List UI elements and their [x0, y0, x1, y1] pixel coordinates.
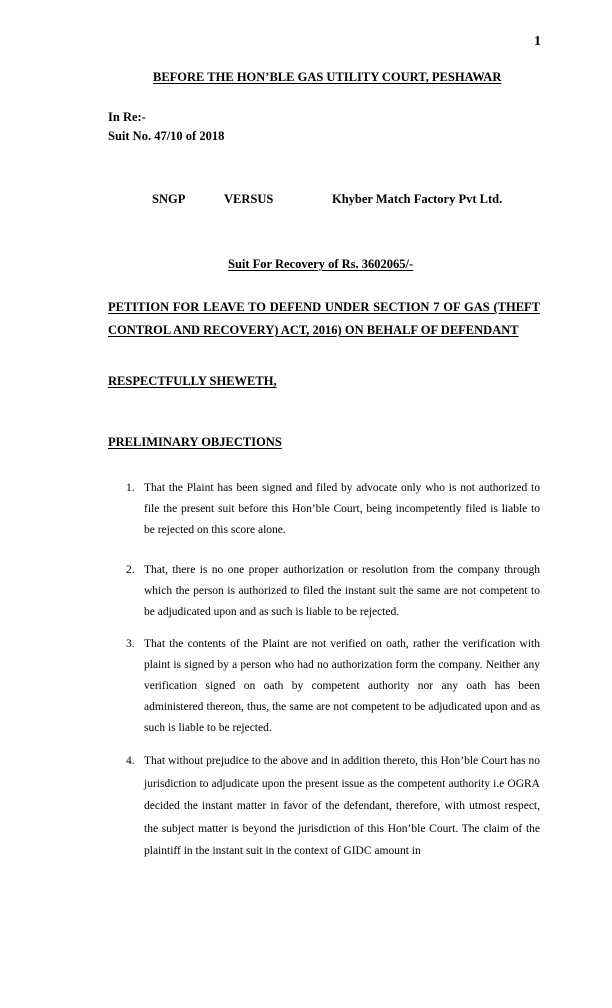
page-number: 1 [534, 34, 541, 49]
objection-item [108, 750, 540, 863]
petition-title: PETITION FOR LEAVE TO DEFEND UNDER SECTION 7 OF GAS (THEFT CONTROL AND RECOVERY) ACT, 2016) ON BEHALF OF DEFENDANT [108, 300, 540, 337]
objection-text: That the contents of the Plaint are not verified on oath, rather the verification with plaint is signed by a person who had no authorization form the company. Neither any verification signed on oath by competent authority nor any oath has been administered thereon, thus, the same are not competent to be adjudicated upon and as such is liable to be rejected. [144, 638, 540, 734]
section-heading: PRELIMINARY OBJECTIONS [108, 435, 282, 449]
defendant-name: Khyber Match Factory Pvt Ltd. [332, 192, 503, 206]
objection-text: That the Plaint has been signed and filed by advocate only who is not authorized to file the present suit before this Hon’ble Court, being incompetently filed is liable to be rejected on this score alone. [144, 482, 540, 536]
objection-number: 3. [126, 638, 135, 650]
objection-text: That, there is no one proper authorization or resolution from the company through which the person is authorized to filed the instant suit the same are not competent to be adjudicated upon and as such is liable to be rejected. [144, 564, 540, 618]
objection-item [108, 478, 540, 541]
versus-label: VERSUS [224, 192, 274, 206]
plaintiff-name: SNGP [152, 192, 186, 206]
objection-item [108, 560, 540, 623]
suit-subject: Suit For Recovery of Rs. 3602065/- [228, 257, 414, 271]
suit-number: Suit No. 47/10 of 2018 [108, 129, 225, 143]
objection-number: 4. [126, 755, 135, 767]
objection-text: That without prejudice to the above and in addition thereto, this Hon’ble Court has no jurisdiction to adjudicate upon the present issue as the competent authority i.e OGRA decided the instant matter in favor of the defendant, therefore, with utmost respect, the subject matter is beyond the jurisdiction of this Hon’ble Court. The claim of the plaintiff in the instant suit in the context of GIDC amount in [144, 755, 540, 857]
objection-item [108, 634, 540, 739]
salutation: RESPECTFULLY SHEWETH, [108, 374, 277, 388]
objection-number: 2. [126, 564, 135, 576]
court-heading: BEFORE THE HON’BLE GAS UTILITY COURT, PESHAWAR [153, 70, 502, 84]
in-re-label: In Re:- [108, 110, 146, 124]
objection-number: 1. [126, 482, 135, 494]
